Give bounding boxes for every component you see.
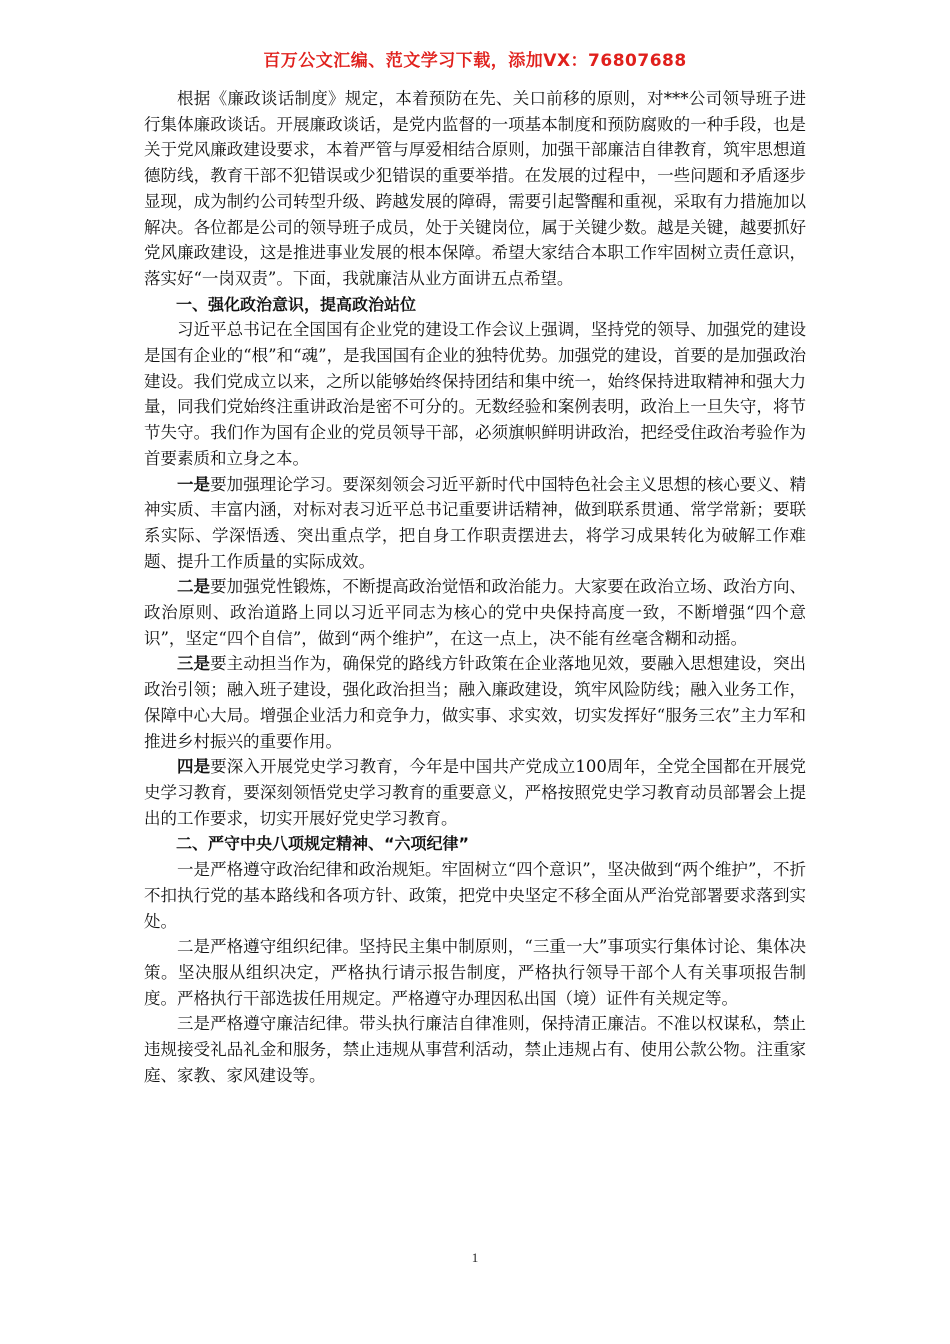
section-1-heading: 一、强化政治意识，提高政治站位 (176, 294, 417, 314)
item-text: 要加强理论学习。要深刻领会习近平新时代中国特色社会主义思想的核心要义、精神实质、丰富内涵，对标对表习近平总书记重要讲话精神，做到联系贯通、常学常新；要联系实际、学深悟透、突出重点学，把自身工作职责摆进去，将学习成果转化为破解工作难题、提升工作质量的实际成效。 (144, 474, 807, 571)
section-1-item-2 (144, 574, 806, 651)
section-1-item-3 (144, 651, 806, 754)
section-1-intro: 习近平总书记在全国国有企业党的建设工作会议上强调，坚持党的领导、加强党的建设是国有企业的“根”和“魂”，是我国国有企业的独特优势。加强党的建设，首要的是加强政治建设。我们党成立以来，之所以能够始终保持团结和集中统一，始终保持进取精神和强大力量，同我们党始终注重讲政治是密不可分的。无数经验和案例表明，政治上一旦失守，将节节失守。我们作为国有企业的党员领导干部，必须旗帜鲜明讲政治，把经受住政治考验作为首要素质和立身之本。 (144, 320, 806, 468)
section-1-item-1 (144, 472, 806, 575)
section-1-item-4 (144, 754, 806, 831)
watermark-header: 百万公文汇编、范文学习下载，添加VX：76807688 (263, 51, 687, 71)
item-text: 要加强党性锻炼，不断提高政治觉悟和政治能力。大家要在政治立场、政治方向、政治原则、政治道路上同以习近平同志为核心的党中央保持高度一致，不断增强“四个意识”，坚定“四个自信”，做到“两个维护”，在这一点上，决不能有丝毫含糊和动摇。 (144, 577, 807, 648)
item-lead: 三是 (177, 654, 211, 674)
item-text: 要深入开展党史学习教育，今年是中国共产党成立100周年，全党全国都在开展党史学习教育，要深刻领悟党史学习教育的重要意义，严格按照党史学习教育动员部署会上提出的工作要求，切实开展好党史学习教育。 (144, 757, 807, 828)
section-2-item-1: 一是严格遵守政治纪律和政治规矩。牢固树立“四个意识”，坚决做到“两个维护”，不折不扣执行党的基本路线和各项方针、政策，把党中央坚定不移全面从严治党部署要求落到实处。 (144, 860, 806, 931)
section-2-item-2: 二是严格遵守组织纪律。坚持民主集中制原则，“三重一大”事项实行集体讨论、集体决策。坚决服从组织决定，严格执行请示报告制度，严格执行领导干部个人有关事项报告制度。严格执行干部选拔任用规定。严格遵守办理因私出国（境）证件有关规定等。 (144, 937, 806, 1008)
section-2-item-3: 三是严格遵守廉洁纪律。带头执行廉洁自律准则，保持清正廉洁。不准以权谋私，禁止违规接受礼品礼金和服务，禁止违规从事营利活动，禁止违规占有、使用公款公物。注重家庭、家教、家风建设等。 (144, 1014, 806, 1085)
page-number: 1 (471, 1250, 479, 1265)
item-lead: 四是 (177, 757, 211, 777)
item-text: 要主动担当作为，确保党的路线方针政策在企业落地见效，要融入思想建设，突出政治引领；融入班子建设，强化政治担当；融入廉政建设，筑牢风险防线；融入业务工作，保障中心大局。增强企业活力和竞争力，做实事、求实效，切实发挥好“服务三农”主力军和推进乡村振兴的重要作用。 (144, 654, 807, 751)
item-lead: 二是 (177, 577, 211, 597)
intro-paragraph: 根据《廉政谈话制度》规定，本着预防在先、关口前移的原则，对***公司领导班子进行集体廉政谈话。开展廉政谈话，是党内监督的一项基本制度和预防腐败的一种手段，也是关于党风廉政建设要求，本着严管与厚爱相结合原则，加强干部廉洁自律教育，筑牢思想道德防线，教育干部不犯错误或少犯错误的重要举措。在发展的过程中，一些问题和矛盾逐步显现，成为制约公司转型升级、跨越发展的障碍，需要引起警醒和重视，采取有力措施加以解决。各位都是公司的领导班子成员，处于关键岗位，属于关键少数。越是关键，越要抓好党风廉政建设，这是推进事业发展的根本保障。希望大家结合本职工作牢固树立责任意识，落实好“一岗双责”。下面，我就廉洁从业方面讲五点希望。 (144, 89, 806, 288)
document-body (144, 86, 806, 1088)
item-lead: 一是 (177, 474, 211, 494)
section-2-heading: 二、严守中央八项规定精神、“六项纪律” (176, 834, 470, 854)
